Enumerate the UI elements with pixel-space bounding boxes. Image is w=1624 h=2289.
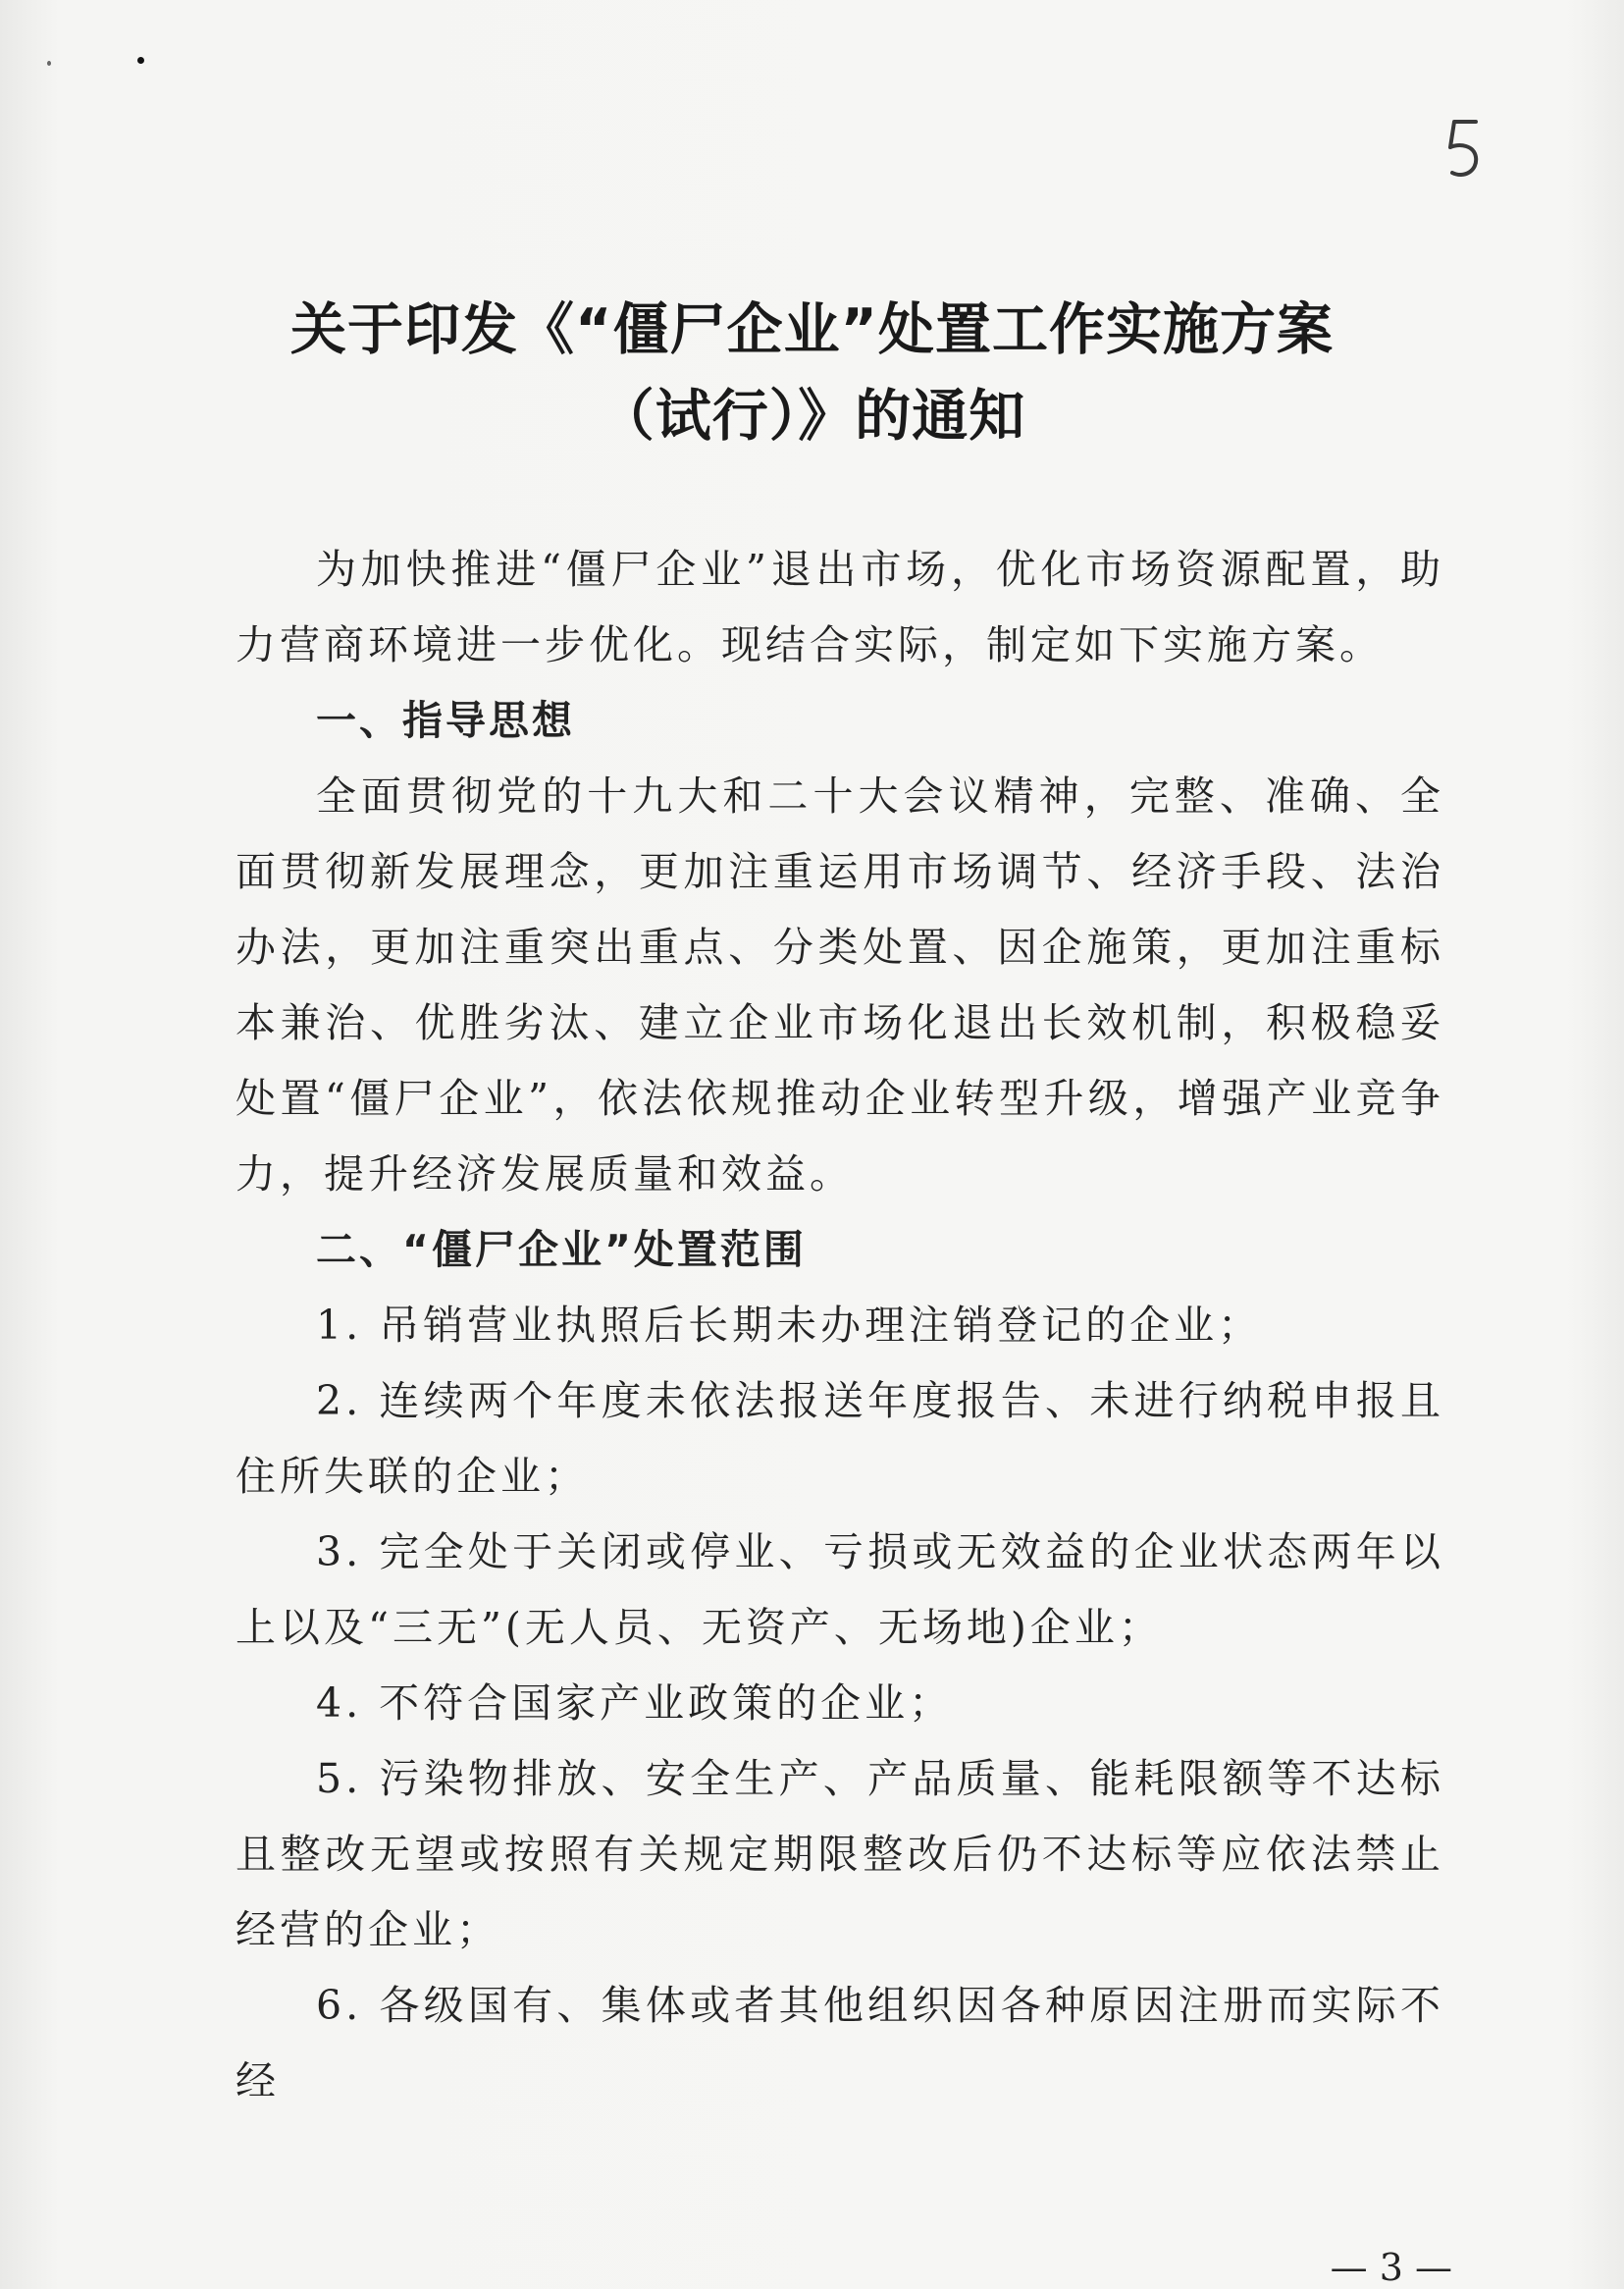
title-line-1: 关于印发《“僵尸企业”处置工作实施方案: [290, 297, 1334, 362]
scan-speck: [47, 61, 51, 66]
list-item: 1. 吊销营业执照后长期未办理注销登记的企业；: [316, 1302, 1263, 1349]
document-body: [236, 532, 1444, 2119]
section-heading-2: 二、“僵尸企业”处置范围: [316, 1226, 807, 1273]
list-item: 3. 完全处于关闭或停业、亏损或无效益的企业状态两年以上以及“三无”(无人员、无资产、无场地)企业；: [236, 1528, 1444, 1651]
section-heading-1: 一、指导思想: [316, 697, 575, 744]
handwritten-page-number: [1433, 116, 1492, 185]
title-line-2: （试行）》的通知: [598, 384, 1026, 449]
section-1-paragraph: 全面贯彻党的十九大和二十大会议精神，完整、准确、全面贯彻新发展理念，更加注重运用市场调节、经济手段、法治办法，更加注重突出重点、分类处置、因企施策，更加注重标本兼治、优胜劣汰、建立企业市场化退出长效机制，积极稳妥处置“僵尸企业”，依法依规推动企业转型升级，增强产业竞争力，提升经济发展质量和效益。: [236, 772, 1444, 1198]
document-title: [196, 287, 1428, 459]
list-item: 4. 不符合国家产业政策的企业；: [316, 1679, 954, 1727]
list-item: 2. 连续两个年度未依法报送年度报告、未进行纳税申报且住所失联的企业；: [236, 1377, 1444, 1500]
list-item: 5. 污染物排放、安全生产、产品质量、能耗限额等不达标且整改无望或按照有关规定期限整改后仍不达标等应依法禁止经营的企业；: [236, 1755, 1444, 1953]
scan-speck: [137, 57, 144, 64]
list-item: 6. 各级国有、集体或者其他组织因各种原因注册而实际不经: [236, 1982, 1444, 2104]
page-footer-number: — 3 —: [1330, 2246, 1452, 2289]
intro-paragraph: 为加快推进“僵尸企业”退出市场，优化市场资源配置，助力营商环境进一步优化。现结合实际，制定如下实施方案。: [236, 546, 1444, 668]
